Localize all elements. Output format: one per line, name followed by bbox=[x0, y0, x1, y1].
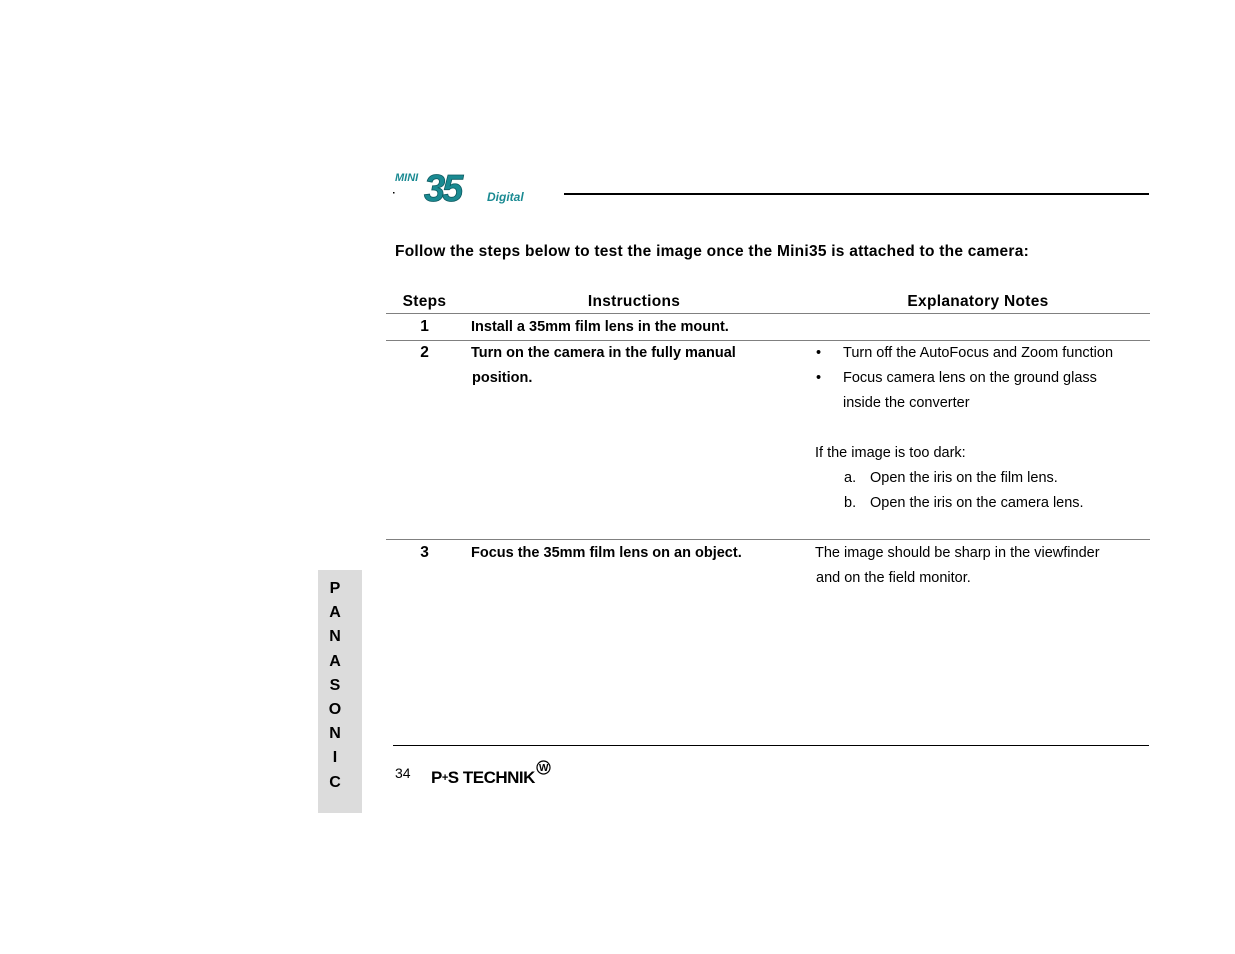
registered-mark-icon bbox=[536, 760, 551, 780]
instruction-text bbox=[471, 315, 801, 340]
instruction-line: Install a 35mm film lens in the mount. bbox=[471, 319, 729, 335]
registered-mark-graphic bbox=[536, 760, 551, 775]
mini35-digital-logo bbox=[393, 168, 543, 208]
header-instructions: Instructions bbox=[587, 293, 681, 310]
step-number: 3 bbox=[420, 544, 429, 561]
bullet-item bbox=[808, 341, 1153, 366]
dark-item bbox=[815, 491, 1150, 516]
bullet-line: Turn off the AutoFocus and Zoom function bbox=[843, 345, 1114, 361]
side-tab-letter: N bbox=[329, 725, 341, 743]
notes-bullet-list bbox=[808, 341, 1153, 416]
side-tab-letter: A bbox=[329, 652, 341, 670]
item-marker: a. bbox=[844, 470, 857, 486]
note-line: and on the field monitor. bbox=[816, 570, 971, 586]
ps-technik-logo bbox=[431, 760, 551, 788]
table-rule-row2 bbox=[386, 539, 1150, 540]
side-tab-letter: O bbox=[328, 701, 342, 719]
header-rule bbox=[564, 193, 1149, 195]
instruction-text bbox=[471, 341, 801, 391]
table-rule-header bbox=[386, 313, 1150, 314]
side-tab-letter: I bbox=[332, 749, 338, 767]
header-steps: Steps bbox=[402, 293, 447, 310]
page-number: 34 bbox=[395, 765, 411, 781]
side-tab-letters bbox=[318, 577, 352, 795]
brand-plus: + bbox=[441, 772, 448, 784]
brand-rest: S TECHNIK bbox=[447, 768, 535, 787]
header-notes: Explanatory Notes bbox=[907, 293, 1049, 310]
bullet-line: inside the converter bbox=[843, 395, 970, 411]
side-tab-letter: N bbox=[329, 628, 341, 646]
logo-dot bbox=[393, 192, 395, 194]
instruction-text bbox=[471, 541, 801, 566]
side-tab-letter: S bbox=[329, 676, 341, 694]
instruction-line: Focus the 35mm film lens on an object. bbox=[471, 545, 742, 561]
dark-image-notes bbox=[815, 441, 1150, 516]
logo-mini-text: MINI bbox=[395, 172, 419, 184]
step-number: 2 bbox=[420, 344, 429, 361]
item-text: Open the iris on the camera lens. bbox=[870, 495, 1084, 511]
step-number: 1 bbox=[420, 318, 429, 335]
footer-rule bbox=[393, 745, 1149, 746]
dark-item bbox=[815, 466, 1150, 491]
bullet-item bbox=[808, 366, 1153, 416]
side-tab-letter: P bbox=[329, 580, 341, 597]
dark-intro: If the image is too dark: bbox=[815, 445, 966, 461]
side-tab-panasonic bbox=[318, 570, 362, 813]
side-tab-letter: A bbox=[329, 604, 341, 622]
logo-digital-text: Digital bbox=[487, 190, 524, 204]
bullet-line: • Focus camera lens on the ground glass bbox=[843, 370, 1097, 386]
brand-p: P bbox=[431, 768, 442, 787]
logo-number-text: 35 bbox=[424, 168, 461, 208]
instruction-line: Turn on the camera in the fully manual bbox=[471, 345, 736, 361]
mini35-logo-graphic bbox=[393, 168, 543, 208]
item-marker: b. bbox=[844, 495, 857, 511]
instruction-line: position. bbox=[472, 370, 533, 386]
item-text: Open the iris on the film lens. bbox=[870, 470, 1058, 486]
note-line: The image should be sharp in the viewfinder bbox=[815, 545, 1100, 561]
notes-text bbox=[815, 541, 1150, 591]
registered-mark-letter: W bbox=[538, 763, 548, 774]
intro-text: Follow the steps below to test the image once the Mini35 is attached to the camera: bbox=[395, 243, 1029, 260]
side-tab-letter: C bbox=[329, 773, 341, 791]
